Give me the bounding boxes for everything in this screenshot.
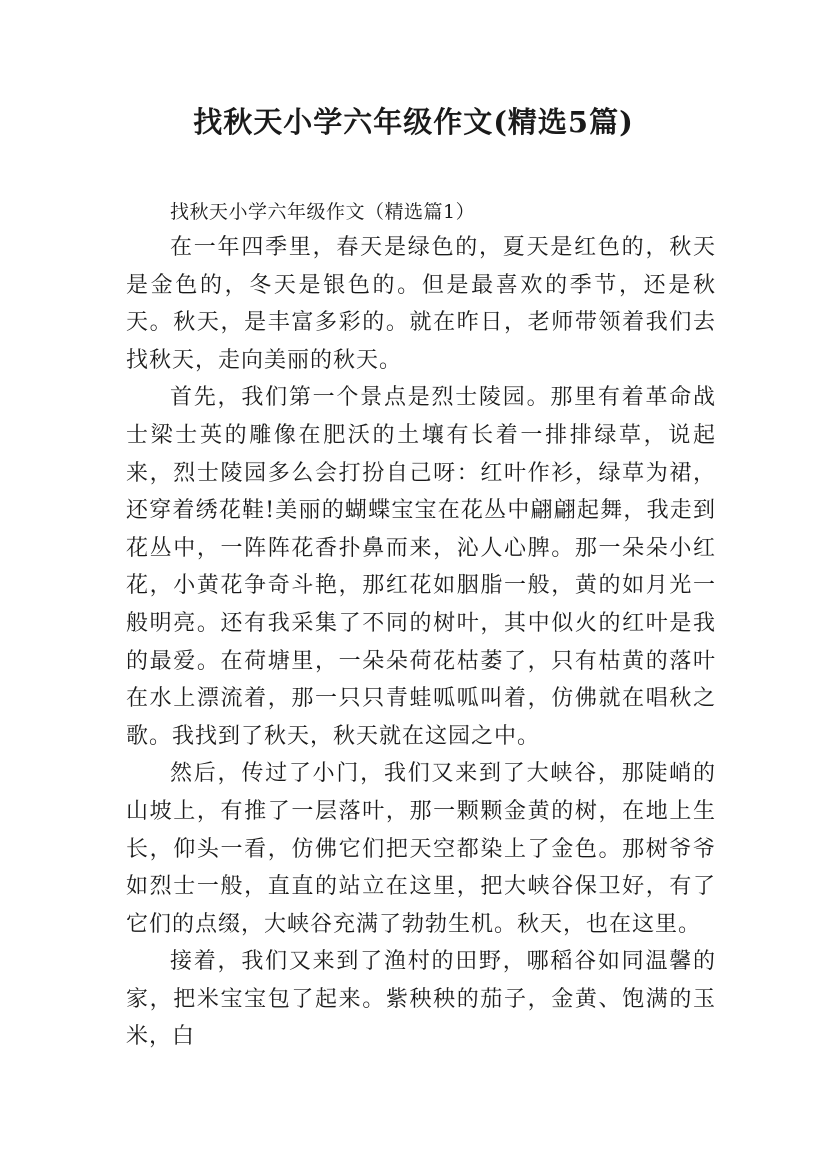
paragraph: 首先，我们第一个景点是烈士陵园。那里有着革命战士梁士英的雕像在肥沃的土壤有长着一排排绿草，说起来，烈士陵园多么会打扮自己呀：红叶作衫，绿草为裙，还穿着绣花鞋!美丽的蝴蝶宝宝在花丛中翩翩起舞，我走到花丛中，一阵阵花香扑鼻而来，沁人心脾。那一朵朵小红花，小黄花争奇斗艳，那红花如胭脂一般，黄的如月光一般明亮。还有我采集了不同的树叶，其中似火的红叶是我的最爱。在荷塘里，一朵朵荷花枯萎了，只有枯黄的落叶在水上漂流着，那一只只青蛙呱呱叫着，仿佛就在唱秋之歌。我找到了秋天，秋天就在这园之中。 (126, 385, 716, 749)
document-title: 找秋天小学六年级作文(精选5篇) (193, 105, 634, 139)
paragraph: 接着，我们又来到了渔村的田野，哪稻谷如同温馨的家，把米宝宝包了起来。紫秧秧的茄子，金黄、饱满的玉米，白 (126, 949, 716, 1050)
paragraph: 然后，传过了小门，我们又来到了大峡谷，那陡峭的山坡上，有推了一层落叶，那一颗颗金黄的树，在地上生长，仰头一看，仿佛它们把天空都染上了金色。那树爷爷如烈士一般，直直的站立在这里，把大峡谷保卫好，有了它们的点缀，大峡谷充满了勃勃生机。秋天，也在这里。 (126, 761, 716, 937)
section-heading: 找秋天小学六年级作文（精选篇1） (170, 201, 476, 223)
paragraph: 在一年四季里，春天是绿色的，夏天是红色的，秋天是金色的，冬天是银色的。但是最喜欢的季节，还是秋天。秋天，是丰富多彩的。就在昨日，老师带领着我们去找秋天，走向美丽的秋天。 (126, 235, 716, 373)
document-body (126, 195, 716, 1056)
